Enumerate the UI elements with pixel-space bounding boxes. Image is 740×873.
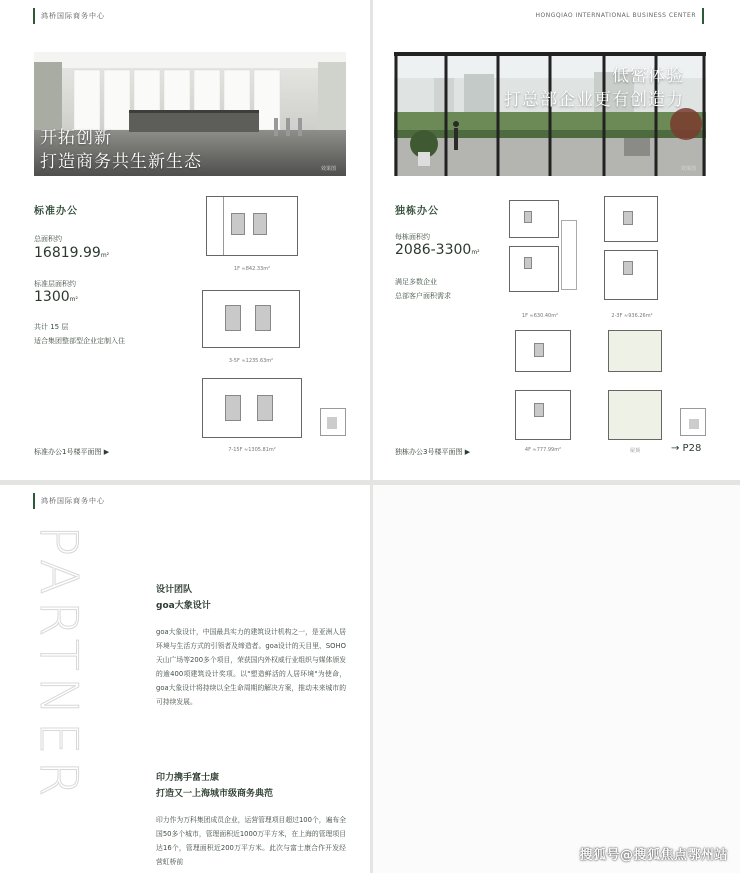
floor-plan-1f-wing	[561, 220, 577, 290]
arrow-right-icon: ▶	[464, 448, 471, 456]
floor-count: 共计 15 层	[34, 323, 69, 331]
brochure-page-blank	[373, 485, 740, 873]
partnership-subheading: 打造又一上海城市级商务典范	[156, 789, 274, 799]
source-watermark: 搜狐号@搜狐焦点鄂州站	[579, 848, 728, 863]
floor-plan-3-5f	[202, 290, 300, 348]
arrow-right-icon: ▶	[103, 448, 110, 456]
brochure-page-standard-office	[0, 0, 370, 480]
plan-caption-7-15f: 7-15F ≈1305.81m²	[228, 447, 276, 453]
partnership-heading: 印力携手富士康	[156, 773, 220, 783]
section-title: 标准办公	[34, 206, 78, 217]
terrace-photo	[394, 52, 706, 176]
plan-caption-2-3f: 2-3F ≈936.26m²	[611, 313, 653, 319]
area-label: 总面积约	[34, 235, 62, 243]
desc-line1: 满足多数企业	[395, 278, 437, 286]
floor-plan-1f-upper	[509, 200, 559, 238]
floor-area-value: 1300m²	[34, 289, 78, 305]
brochure-page-detached-office	[373, 0, 740, 480]
partnership-paragraph: 印力作为万科集团成员企业，运营管理项目超过100个，遍布全国50多个城市，管理面积近1000万平方米，在上海的管理项目达16个，管理面积近200万平方米。此次与富士康合作开发经营虹桥前	[156, 816, 346, 866]
brand-english: HONGQIAO INTERNATIONAL BUSINESS CENTER	[536, 8, 705, 24]
hero-title-line2: 打总部企业更有创造力	[504, 90, 684, 110]
floor-plan-1f	[206, 196, 298, 256]
floor-plan-4f-lower	[515, 390, 571, 440]
floor-plan-2-3f-lower	[604, 250, 658, 300]
floor-plan-roof-lower	[608, 390, 662, 440]
floor-plan-link[interactable]: 标准办公1号楼平面图 ▶	[34, 448, 110, 456]
floor-plan-7-15f	[202, 378, 302, 438]
brand-tab: 鸿桥国际商务中心	[33, 8, 105, 24]
page-reference-link[interactable]: → P28	[671, 443, 702, 454]
suitable-text: 适合集团整部型企业定制入住	[34, 337, 125, 345]
site-keymap	[680, 408, 706, 436]
hero-title-line1: 开拓创新	[40, 128, 112, 148]
floor-plan-2-3f-upper	[604, 196, 658, 242]
plan-caption-1f: 1F ≈842.33m²	[233, 266, 271, 272]
photo-tag: 效果图	[320, 166, 336, 172]
floor-plan-4f-upper	[515, 330, 571, 372]
partner-watermark-text: PARTNER	[28, 525, 88, 803]
design-team-paragraph: goa大象设计，中国最具实力的建筑设计机构之一，是亚洲人居环境与生活方式的引领者及缔造者。goa设计的天目里、SOHO天山广场等200多个项目，荣获国内外权威行业组织与媒体颁发的逾400项建筑设计奖项。以"塑造鲜活的人居环境"为使命，goa大象设计将持续以全生命周期的解决方案，推动未来城市的可持续发展。	[156, 628, 346, 706]
area-value: 16819.99m²	[34, 245, 110, 261]
area-value: 2086-3300m²	[395, 242, 480, 258]
lobby-photo	[34, 52, 346, 176]
brochure-page-partner	[0, 485, 370, 873]
floor-plan-1f-lower	[509, 246, 559, 292]
section-title: 独栋办公	[395, 206, 439, 217]
plan-caption-1f: 1F ≈630.40m²	[521, 313, 559, 319]
floor-plan-link[interactable]: 独栋办公3号楼平面图 ▶	[395, 448, 471, 456]
plan-caption-4f: 4F ≈777.99m²	[524, 447, 562, 453]
hero-title-line1: 低密体验	[612, 66, 684, 86]
plan-caption-3-5f: 3-5F ≈1235.63m²	[228, 358, 274, 364]
floor-area-label: 标准层面积约	[34, 280, 76, 288]
hero-title-line2: 打造商务共生新生态	[40, 152, 202, 172]
plan-caption-roof: 屋顶	[629, 448, 640, 454]
design-team-heading: 设计团队	[156, 585, 193, 595]
design-team-name: goa大象设计	[156, 601, 211, 611]
area-label: 每栋面积约	[395, 233, 430, 241]
floor-plan-roof-upper	[608, 330, 662, 372]
photo-tag: 效果图	[680, 166, 696, 172]
desc-line2: 总部客户面积需求	[395, 292, 451, 300]
brand-tab: 鸿桥国际商务中心	[33, 493, 105, 509]
site-keymap	[320, 408, 346, 436]
